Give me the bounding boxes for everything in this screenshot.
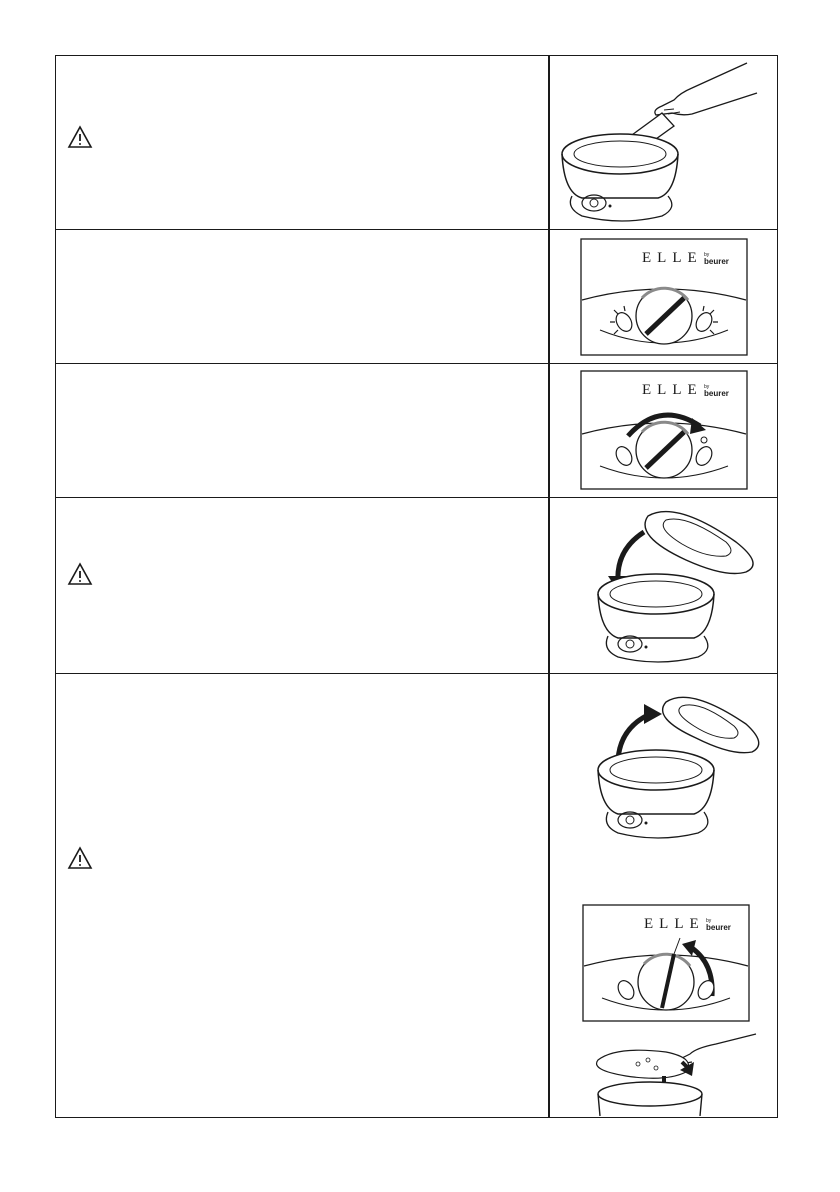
control-panel-indicators-illustration	[580, 238, 748, 356]
lid-removed-illustration	[586, 684, 766, 844]
instruction-table	[55, 55, 778, 1118]
warning-icon	[67, 846, 93, 870]
instruction-row-4	[56, 498, 777, 674]
brand-logo-sub: beurer	[706, 923, 731, 932]
brand-logo-prefix: by	[704, 252, 710, 258]
control-panel-dial-back-illustration	[582, 904, 750, 1022]
tray-insert-illustration	[586, 1032, 766, 1116]
instruction-row-2	[56, 230, 777, 364]
instruction-row-1	[56, 56, 777, 230]
bath-with-liner-illustration	[552, 58, 777, 228]
brand-logo-main: ELLE	[642, 250, 703, 266]
brand-logo-prefix: by	[706, 918, 712, 924]
brand-logo-sub: beurer	[704, 257, 729, 266]
instruction-row-5	[56, 674, 777, 1118]
brand-logo-main: ELLE	[644, 916, 705, 932]
warning-icon	[67, 562, 93, 586]
brand-logo-prefix: by	[704, 384, 710, 390]
lid-on-bath-illustration	[586, 502, 766, 670]
control-panel-dial-turn-illustration	[580, 370, 748, 490]
brand-logo-sub: beurer	[704, 389, 729, 398]
warning-icon	[67, 125, 93, 149]
brand-logo-main: ELLE	[642, 382, 703, 398]
instruction-row-3	[56, 364, 777, 498]
